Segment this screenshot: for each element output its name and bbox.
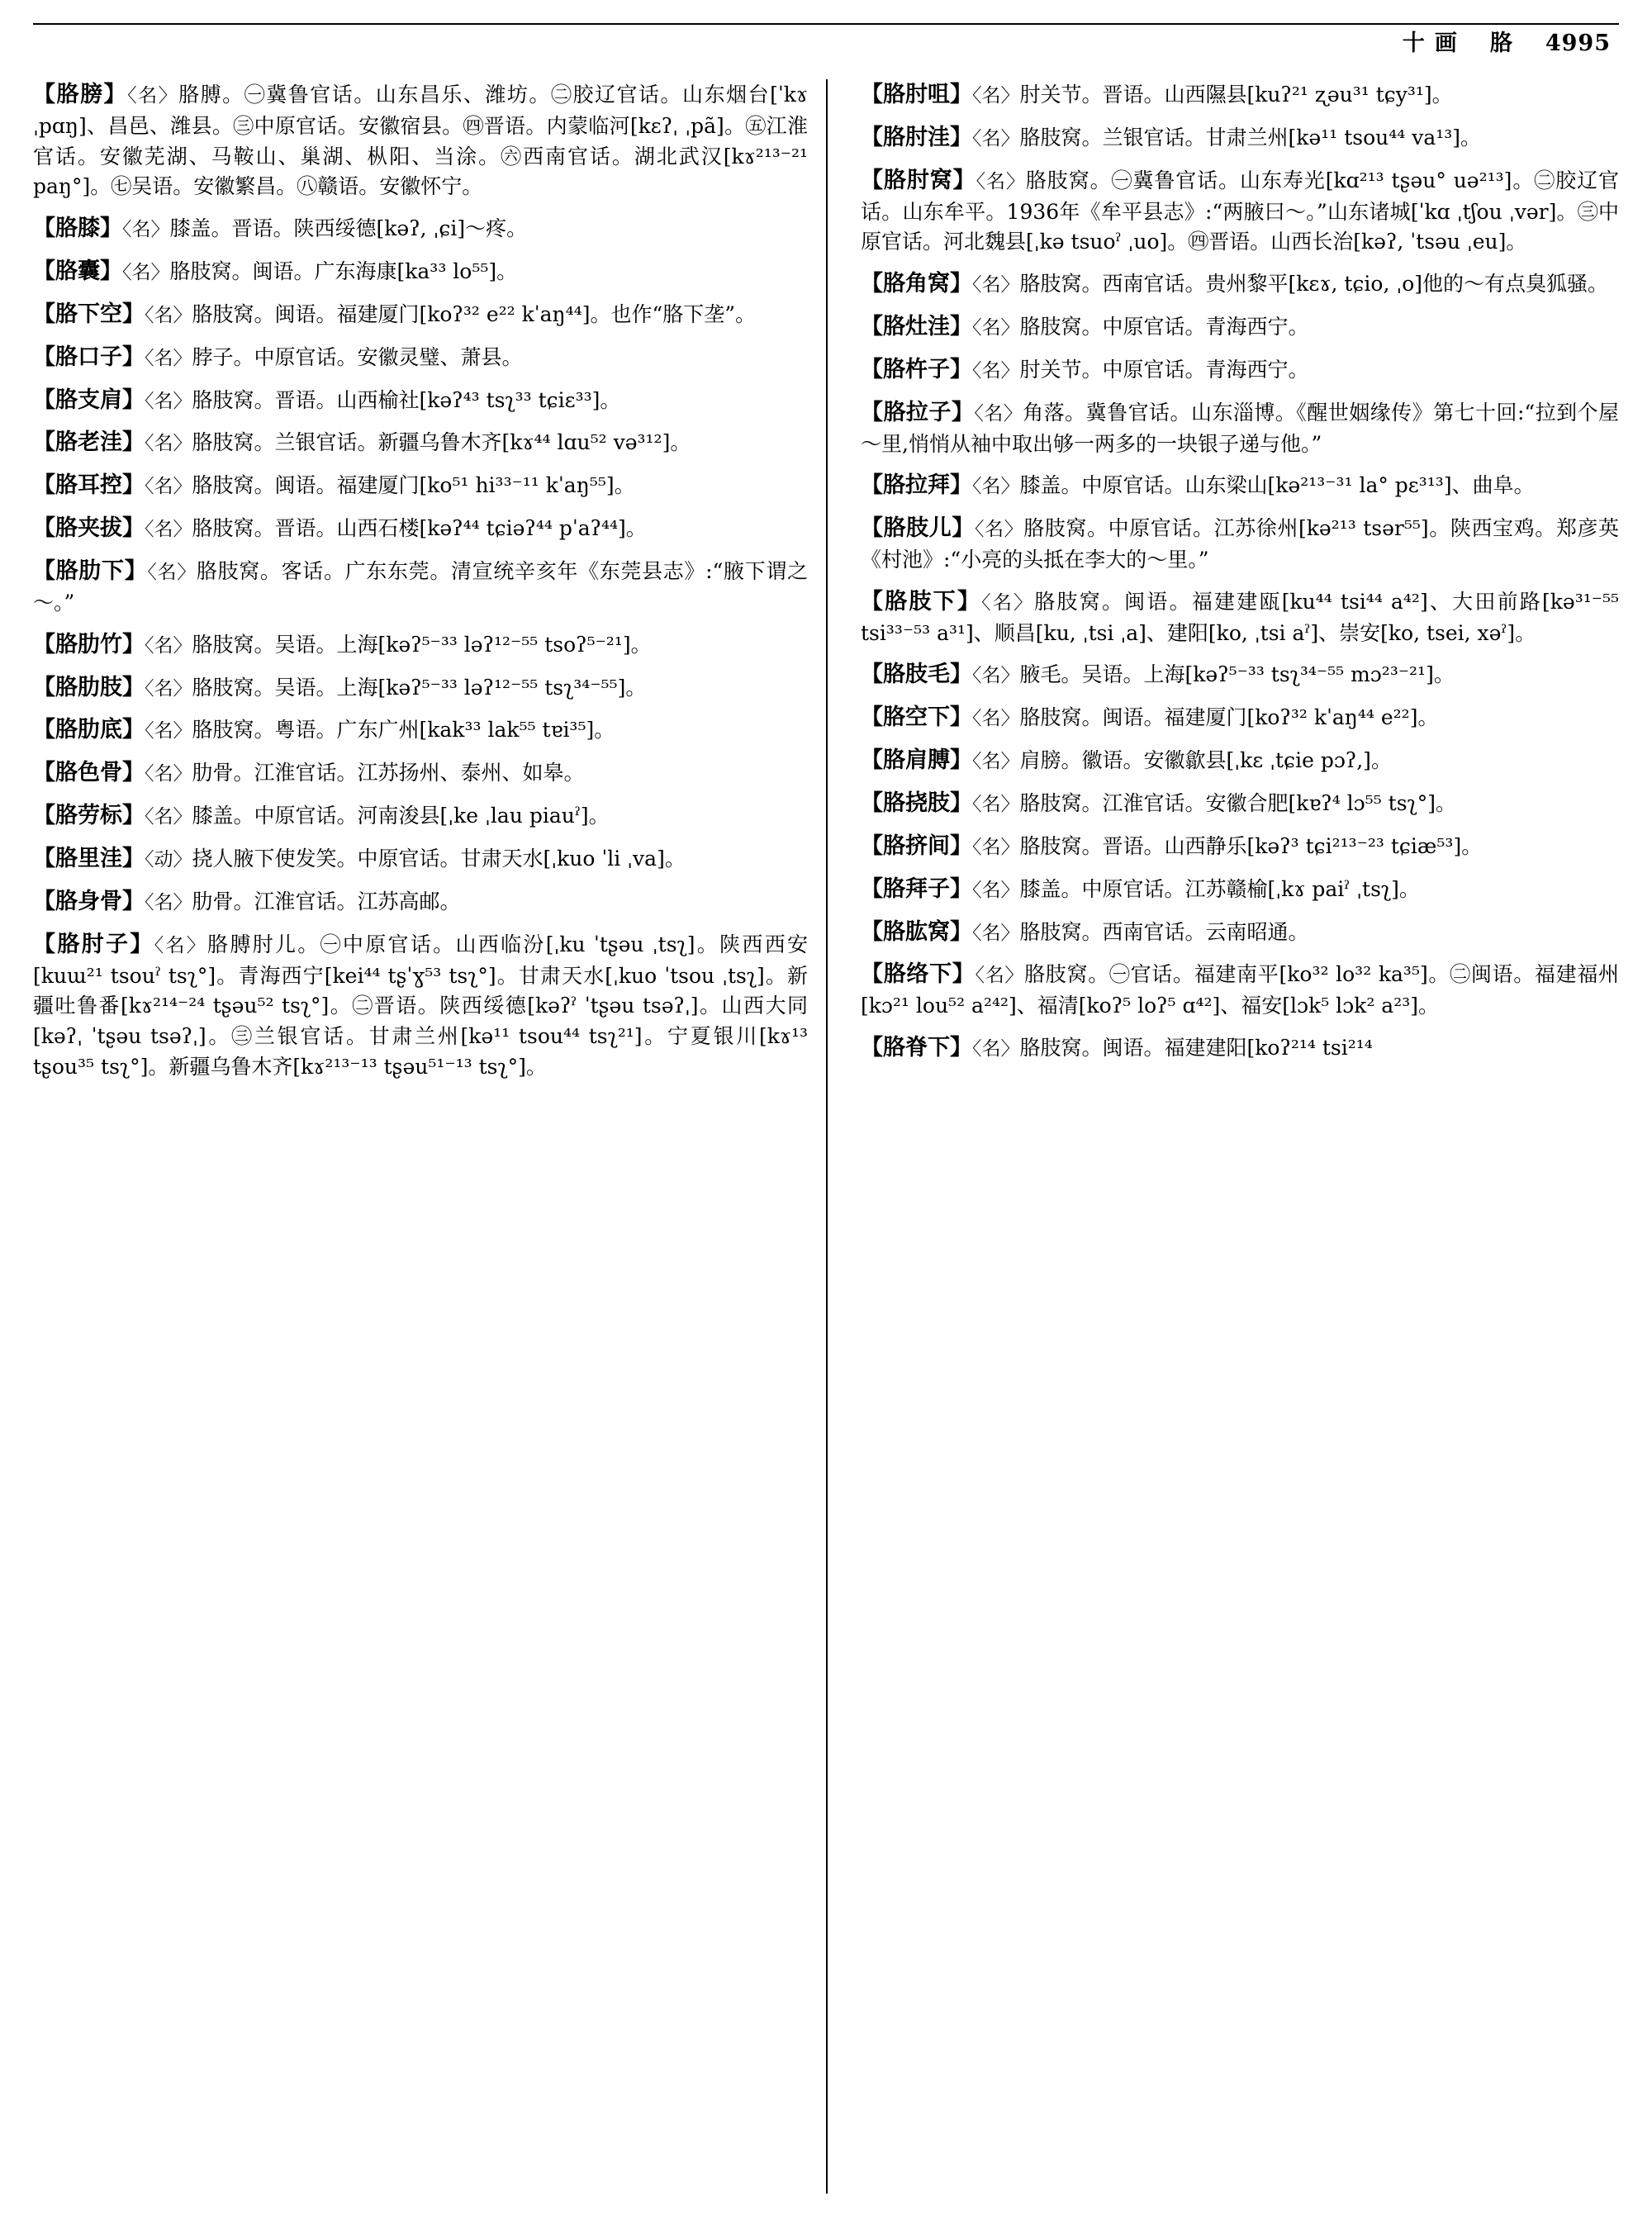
dictionary-entry xyxy=(33,800,808,833)
entry-headword: 【胳肋竹】 xyxy=(33,631,145,657)
entry-text: 膝盖。中原官话。山东梁山[kə²¹³⁻³¹ la° pɛ³¹³]、曲阜。 xyxy=(1019,473,1535,498)
entry-pos: 〈名〉 xyxy=(122,261,170,283)
dictionary-entry xyxy=(33,427,808,459)
dictionary-entry xyxy=(33,79,808,202)
entry-pos: 〈名〉 xyxy=(972,85,1020,107)
entry-headword: 【胳拉拜】 xyxy=(861,472,972,499)
entry-pos: 〈名〉 xyxy=(145,806,192,828)
entry-pos: 〈名〉 xyxy=(972,1038,1020,1060)
entry-pos: 〈名〉 xyxy=(972,316,1020,339)
dictionary-entry xyxy=(861,788,1619,820)
entry-pos: 〈名〉 xyxy=(147,562,197,584)
dictionary-entry xyxy=(861,354,1619,387)
entry-text: 胳肢窝。客话。广东东莞。清宣统辛亥年《东莞县志》:“腋下谓之～。” xyxy=(33,559,808,614)
dictionary-entry xyxy=(33,843,808,875)
header-rule xyxy=(33,23,1619,25)
column-right xyxy=(826,79,1619,2194)
entry-text: 膝盖。中原官话。江苏赣榆[ˌkɤ paiˀ ˌtsʅ]。 xyxy=(1019,876,1420,901)
entry-text: 胳肢窝。闽语。福建建瓯[ku⁴⁴ tsi⁴⁴ a⁴²]、大田前路[kə³¹⁻⁵⁵ tsi³³⁻⁵³ a³¹]、顺昌[ku, ˌtsi ˌa]、建阳[ko, ˌtsi aˀ]、崇安[ko, tsei, xəˀ]。 xyxy=(861,589,1620,645)
entry-pos: 〈名〉 xyxy=(972,359,1020,382)
entry-pos: 〈名〉 xyxy=(972,922,1020,944)
entry-pos: 〈名〉 xyxy=(972,836,1020,858)
page-header xyxy=(33,23,1619,66)
entry-headword: 【胳脊下】 xyxy=(861,1035,972,1061)
entry-headword: 【胳身骨】 xyxy=(33,888,145,914)
dictionary-entry xyxy=(33,342,808,374)
dictionary-entry xyxy=(33,213,808,245)
entry-pos: 〈名〉 xyxy=(972,127,1020,149)
entry-text: 胳肢窝。晋语。山西静乐[kəʔ³ tɕi²¹³⁻²³ tɕiæ⁵³]。 xyxy=(1019,833,1483,858)
entry-text: 胳肢窝。兰银官话。新疆乌鲁木齐[kɤ⁴⁴ lɑu⁵² və³¹²]。 xyxy=(192,430,691,455)
entry-text: 胳膊。㊀冀鲁官话。山东昌乐、潍坊。㊁胶辽官话。山东烟台[ˈkɤ ˌpɑŋ]、昌邑、潍县。㊂中原官话。安徽宿县。㊃晋语。内蒙临河[kɛʔˌ ˌpã]。㊄江淮官话。安徽芜湖、马鞍山、巢湖、枞阳、当涂。㊅西南官话。湖北武汉[kɤ²¹³⁻²¹ paŋ°]。㊆吴语。安徽繁昌。㊇赣语。安徽怀宁。 xyxy=(33,83,809,199)
dictionary-entry xyxy=(33,714,808,747)
dictionary-entry xyxy=(861,745,1619,777)
entry-headword: 【胳肱窝】 xyxy=(861,918,972,945)
entry-text: 胳肢窝。粤语。广东广州[kak³³ lak⁵⁵ tɐi³⁵]。 xyxy=(192,718,615,743)
entry-text: 胳肢窝。西南官话。贵州黎平[kɛɤ, tɕio, ˌo]他的～有点臭狐骚。 xyxy=(1019,272,1609,297)
dictionary-entry xyxy=(33,886,808,918)
dictionary-entry xyxy=(33,256,808,288)
entry-text: 肩膀。徽语。安徽歙县[ˌkɛ ˌtɕie pɔʔ,]。 xyxy=(1019,748,1392,773)
dictionary-entry xyxy=(861,165,1619,258)
entry-text: 肋骨。江淮官话。江苏高邮。 xyxy=(192,889,461,913)
entry-pos: 〈名〉 xyxy=(972,751,1020,773)
entry-pos: 〈名〉 xyxy=(981,591,1035,614)
entry-text: 胳肢窝。吴语。上海[kəʔ⁵⁻³³ ləʔ¹²⁻⁵⁵ tsʅ³⁴⁻⁵⁵]。 xyxy=(192,675,647,700)
entry-headword: 【胳夹拔】 xyxy=(33,515,145,542)
entry-text: 胳肢窝。兰银官话。甘肃兰州[kə¹¹ tsou⁴⁴ va¹³]。 xyxy=(1019,125,1482,149)
entry-text: 角落。冀鲁官话。山东淄博。《醒世姻缘传》第七十回:“拉到个屋～里,悄悄从袖中取出够一两多的一块银子递与他。” xyxy=(861,400,1620,456)
entry-pos: 〈名〉 xyxy=(974,519,1024,541)
entry-pos: 〈名〉 xyxy=(972,665,1020,687)
entry-headword: 【胳肋肢】 xyxy=(33,674,145,700)
entry-headword: 【胳杵子】 xyxy=(861,356,972,382)
dictionary-entry xyxy=(861,513,1619,576)
entry-headword: 【胳耳控】 xyxy=(33,472,145,499)
entry-headword: 【胳下空】 xyxy=(33,301,145,327)
entry-pos: 〈名〉 xyxy=(976,170,1026,192)
entry-pos: 〈名〉 xyxy=(145,304,192,326)
entry-text: 脖子。中原官话。安徽灵璧、萧县。 xyxy=(192,344,523,369)
entry-headword: 【胳肢下】 xyxy=(861,588,982,614)
entry-headword: 【胳肩膊】 xyxy=(861,747,972,774)
entry-headword: 【胳角窝】 xyxy=(861,271,972,297)
entry-text: 膝盖。晋语。陕西绥德[kəʔ, ˌɕi]～疼。 xyxy=(169,216,528,241)
entry-headword: 【胳里洼】 xyxy=(33,846,145,871)
entry-pos: 〈名〉 xyxy=(975,965,1025,987)
entry-text: 胳肢窝。中原官话。青海西宁。 xyxy=(1019,314,1309,339)
dictionary-entry xyxy=(861,122,1619,154)
entry-pos: 〈名〉 xyxy=(127,85,179,107)
entry-pos: 〈名〉 xyxy=(145,763,192,785)
dictionary-entry xyxy=(861,917,1619,949)
entry-headword: 【胳挤间】 xyxy=(861,833,972,859)
entry-headword: 【胳肢儿】 xyxy=(861,515,975,542)
dictionary-entry xyxy=(33,513,808,545)
dictionary-entry xyxy=(861,470,1619,502)
entry-pos: 〈名〉 xyxy=(972,708,1020,730)
dictionary-entry xyxy=(861,959,1619,1022)
column-left xyxy=(33,79,826,2194)
dictionary-entry xyxy=(861,79,1619,112)
entry-pos: 〈名〉 xyxy=(972,879,1020,901)
entry-headword: 【胳挠肢】 xyxy=(861,790,972,816)
entry-text: 胳肢窝。闽语。福建建阳[koʔ²¹⁴ tsi²¹⁴ xyxy=(1019,1036,1373,1060)
entry-pos: 〈名〉 xyxy=(972,476,1020,498)
entry-text: 膝盖。中原官话。河南浚县[ˌke ˌlau piauˀ]。 xyxy=(192,804,610,828)
entry-headword: 【胳拉子】 xyxy=(861,399,975,425)
entry-headword: 【胳肘窝】 xyxy=(861,167,976,193)
entry-text: 胳肢窝。闽语。福建厦门[ko⁵¹ hi³³⁻¹¹ kˈaŋ⁵⁵]。 xyxy=(192,473,635,498)
dictionary-entry xyxy=(861,311,1619,344)
entry-headword: 【胳膀】 xyxy=(33,82,128,107)
dictionary-entry xyxy=(861,268,1619,301)
entry-headword: 【胳拜子】 xyxy=(861,875,972,902)
entry-headword: 【胳络下】 xyxy=(861,961,976,988)
entry-pos: 〈名〉 xyxy=(145,476,192,498)
entry-headword: 【胳灶洼】 xyxy=(861,313,972,339)
entry-headword: 【胳囊】 xyxy=(33,258,122,284)
entry-headword: 【胳老洼】 xyxy=(33,429,145,456)
entry-headword: 【胳肘咀】 xyxy=(861,82,972,107)
entry-text: 胳肢窝。吴语。上海[kəʔ⁵⁻³³ ləʔ¹²⁻⁵⁵ tsoʔ⁵⁻²¹]。 xyxy=(192,632,652,657)
dictionary-entry xyxy=(33,629,808,662)
dictionary-entry xyxy=(33,929,808,1083)
entry-headword: 【胳肋底】 xyxy=(33,717,145,743)
entry-pos: 〈名〉 xyxy=(145,433,192,455)
dictionary-entry xyxy=(861,586,1619,649)
two-column-body xyxy=(33,79,1619,2194)
entry-pos: 〈动〉 xyxy=(145,849,192,871)
header-section: 十画 xyxy=(1402,31,1467,56)
dictionary-entry xyxy=(33,556,808,619)
entry-text: 胳肢窝。㊀冀鲁官话。山东寿光[kɑ²¹³ tʂəu° uə²¹³]。㊁胶辽官话。山东牟平。1936年《牟平县志》:“两腋曰～。”山东诸城[ˈkɑ ˌtʃou ˌvər]。㊂中原官话。河北魏县[ˌkə tsuoˀ ˌuo]。㊃晋语。山西长治[kəʔ, ˈtsəu ˌeu]。 xyxy=(861,168,1620,254)
entry-pos: 〈名〉 xyxy=(154,934,208,956)
dictionary-entry xyxy=(861,1032,1619,1065)
dictionary-entry xyxy=(33,672,808,705)
entry-text: 肘关节。中原官话。青海西宁。 xyxy=(1019,357,1309,382)
entry-text: 腋毛。吴语。上海[kəʔ⁵⁻³³ tsʅ³⁴⁻⁵⁵ mɔ²³⁻²¹]。 xyxy=(1019,662,1455,687)
entry-headword: 【胳肢毛】 xyxy=(861,662,972,688)
entry-text: 胳肢窝。闽语。广东海康[ka³³ lo⁵⁵]。 xyxy=(169,259,518,283)
dictionary-entry xyxy=(33,299,808,331)
entry-text: 胳肢窝。晋语。山西榆社[kəʔ⁴³ tsʅ³³ tɕiɛ³³]。 xyxy=(192,387,621,412)
entry-headword: 【胳肋下】 xyxy=(33,558,148,585)
entry-pos: 〈名〉 xyxy=(145,677,192,700)
dictionary-entry xyxy=(861,874,1619,906)
dictionary-entry xyxy=(861,659,1619,691)
entry-headword: 【胳肘子】 xyxy=(33,931,154,957)
entry-text: 挠人腋下使发笑。中原官话。甘肃天水[ˌkuo ˈli ˌva]。 xyxy=(192,847,686,871)
entry-text: 肋骨。江淮官话。江苏扬州、泰州、如皋。 xyxy=(192,761,585,785)
entry-pos: 〈名〉 xyxy=(972,793,1020,815)
dictionary-entry xyxy=(33,470,808,502)
dictionary-entry xyxy=(861,397,1619,460)
entry-headword: 【胳口子】 xyxy=(33,344,145,370)
entry-text: 肘关节。晋语。山西隰县[kuʔ²¹ ʐəu³¹ tɕy³¹]。 xyxy=(1019,83,1453,107)
entry-pos: 〈名〉 xyxy=(145,347,192,369)
dictionary-entry xyxy=(861,831,1619,863)
entry-headword: 【胳空下】 xyxy=(861,705,972,731)
header-inner xyxy=(1403,25,1611,57)
entry-headword: 【胳劳标】 xyxy=(33,803,145,829)
entry-headword: 【胳支肩】 xyxy=(33,387,145,413)
entry-headword: 【胳肘洼】 xyxy=(861,124,972,150)
entry-pos: 〈名〉 xyxy=(145,891,192,913)
dictionary-entry xyxy=(861,702,1619,734)
entry-text: 胳肢窝。闽语。福建厦门[koʔ³² e²² kˈaŋ⁴⁴]。也作“胳下垄”。 xyxy=(192,301,757,326)
entry-pos: 〈名〉 xyxy=(974,402,1023,425)
entry-text: 胳肢窝。㊀官话。福建南平[ko³² lo³² ka³⁵]。㊁闽语。福建福州[kɔ²¹ lou⁵² a²⁴²]、福清[koʔ⁵ loʔ⁵ ɑ⁴²]、福安[lɔk⁵ lɔk² a²³]。 xyxy=(861,962,1620,1018)
header-page-number: 4995 xyxy=(1545,31,1611,56)
entry-text: 胳肢窝。闽语。福建厦门[koʔ³² kˈaŋ⁴⁴ e²²]。 xyxy=(1019,705,1439,730)
entry-pos: 〈名〉 xyxy=(122,219,170,241)
dictionary-entry xyxy=(33,385,808,417)
entry-text: 胳膊肘儿。㊀中原官话。山西临汾[ˌku ˈtʂəu ˌtsʅ]。陕西西安[kuɯ²¹ tsouˀ tsʅ°]。青海西宁[kei⁴⁴ tʂˈɣ⁵³ tsʅ°]。甘肃天水[ˌkuo ˈtsou ˌtsʅ]。新疆吐鲁番[kɤ²¹⁴⁻²⁴ tʂəu⁵² tsʅ°]。㊁晋语。陕西绥德[kəʔˀ ˈtʂəu tsəʔˌ]。山西大同[kəʔˌ ˈtʂəu tsəʔˌ]。㊂兰银官话。甘肃兰州[kə¹¹ tsou⁴⁴ tsʅ²¹]。宁夏银川[kɤ¹³ tʂou³⁵ tsʅ°]。新疆乌鲁木齐[kɤ²¹³⁻¹³ tʂəu⁵¹⁻¹³ tsʅ°]。 xyxy=(33,932,809,1079)
entry-pos: 〈名〉 xyxy=(145,634,192,657)
entry-pos: 〈名〉 xyxy=(145,519,192,541)
dictionary-entry xyxy=(33,757,808,790)
entry-headword: 【胳色骨】 xyxy=(33,760,145,786)
entry-pos: 〈名〉 xyxy=(972,274,1020,297)
entry-text: 胳肢窝。晋语。山西石楼[kəʔ⁴⁴ tɕiəʔ⁴⁴ pˈaʔ⁴⁴]。 xyxy=(192,516,647,541)
entry-pos: 〈名〉 xyxy=(145,390,192,412)
header-radical: 胳 xyxy=(1489,31,1522,56)
entry-text: 胳肢窝。江淮官话。安徽合肥[kɐʔ⁴ lɔ⁵⁵ tsʅ°]。 xyxy=(1019,790,1456,815)
entry-text: 胳肢窝。中原官话。江苏徐州[kə²¹³ tsər⁵⁵]。陕西宝鸡。郑彦英《村池》:“小亮的头抵在李大的～里。” xyxy=(861,516,1620,572)
entry-headword: 【胳膝】 xyxy=(33,216,122,242)
entry-pos: 〈名〉 xyxy=(145,720,192,743)
entry-text: 胳肢窝。西南官话。云南昭通。 xyxy=(1019,919,1309,944)
